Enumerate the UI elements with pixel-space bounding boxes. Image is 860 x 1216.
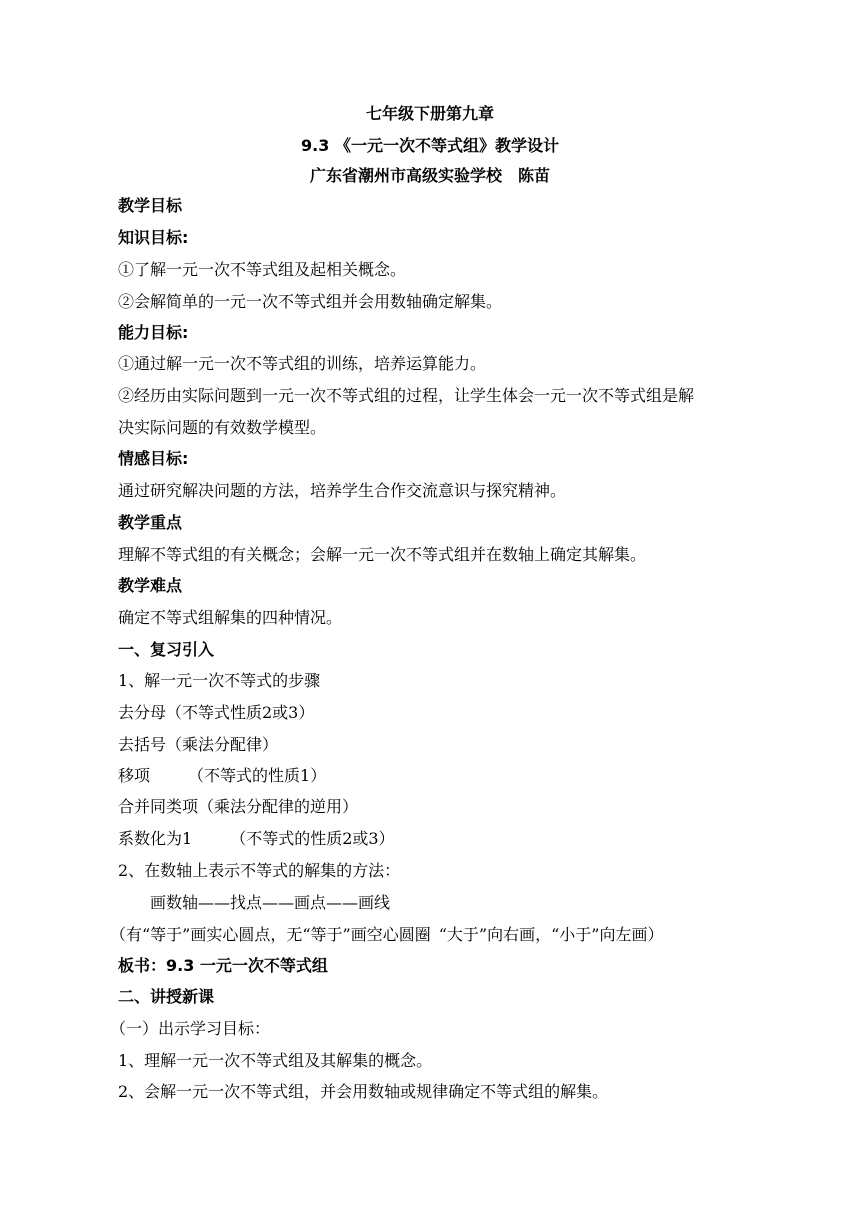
goals-heading: 教学目标	[118, 196, 183, 215]
knowledge-goal-1: ①了解一元一次不等式组及起相关概念。	[118, 260, 407, 279]
difficulty-heading: 教学难点	[118, 576, 183, 595]
emotion-goal-1: 通过研究解决问题的方法，培养学生合作交流意识与探究精神。	[118, 481, 567, 500]
ability-goal-2: ②经历由实际问题到一元一次不等式组的过程，让学生体会一元一次不等式组是解	[118, 386, 695, 405]
review-substep-3	[118, 766, 758, 786]
author-line	[0, 166, 860, 186]
author-name: 陈苗	[518, 166, 551, 185]
key-points-heading: 教学重点	[118, 513, 183, 532]
review-step-1: 1、解一元一次不等式的步骤	[118, 671, 321, 690]
chapter-heading: 七年级下册第九章	[365, 104, 494, 123]
ability-goals-heading: 能力目标:	[118, 323, 189, 342]
key-points-text: 理解不等式组的有关概念；会解一元一次不等式组并在数轴上确定其解集。	[118, 545, 647, 564]
review-rule-a: （有“等于”画实心圆点，无“等于”画空心圆圈	[110, 925, 431, 944]
new-lesson-item-2: 2、会解一元一次不等式组，并会用数轴或规律确定不等式组的解集。	[118, 1082, 609, 1101]
review-rule	[110, 925, 810, 945]
board-title: 板书：9.3 一元一次不等式组	[118, 956, 328, 975]
difficulty-text: 确定不等式组解集的四种情况。	[118, 608, 343, 627]
review-rule-b: “大于”向右画，“小于”向左画）	[438, 925, 664, 944]
school-name: 广东省潮州市高级实验学校	[309, 166, 502, 185]
review-substep-1: 去分母（不等式性质2或3）	[118, 703, 315, 722]
substep-3-label: 移项	[118, 766, 151, 785]
review-heading: 一、复习引入	[118, 640, 215, 659]
substep-5-note: （不等式的性质2或3）	[230, 829, 395, 848]
new-lesson-heading: 二、讲授新课	[118, 987, 215, 1006]
substep-5-label: 系数化为1	[118, 829, 193, 848]
review-method: 画数轴——找点——画点——画线	[150, 893, 391, 912]
new-lesson-sub: （一）出示学习目标：	[110, 1019, 271, 1038]
new-lesson-item-1: 1、理解一元一次不等式组及其解集的概念。	[118, 1051, 433, 1070]
knowledge-goals-heading: 知识目标:	[118, 228, 189, 247]
review-substep-2: 去括号（乘法分配律）	[118, 735, 279, 754]
emotion-goals-heading: 情感目标:	[118, 449, 189, 468]
knowledge-goal-2: ②会解简单的一元一次不等式组并会用数轴确定解集。	[118, 292, 503, 311]
review-step-2: 2、在数轴上表示不等式的解集的方法：	[118, 861, 401, 880]
ability-goal-1: ①通过解一元一次不等式组的训练，培养运算能力。	[118, 354, 487, 373]
document-title: 9.3 《一元一次不等式组》教学设计	[301, 136, 559, 155]
substep-3-note: （不等式的性质1）	[188, 766, 327, 785]
ability-goal-2-cont: 决实际问题的有效数学模型。	[118, 418, 327, 437]
review-substep-5	[118, 829, 758, 849]
review-substep-4: 合并同类项（乘法分配律的逆用）	[118, 797, 359, 816]
